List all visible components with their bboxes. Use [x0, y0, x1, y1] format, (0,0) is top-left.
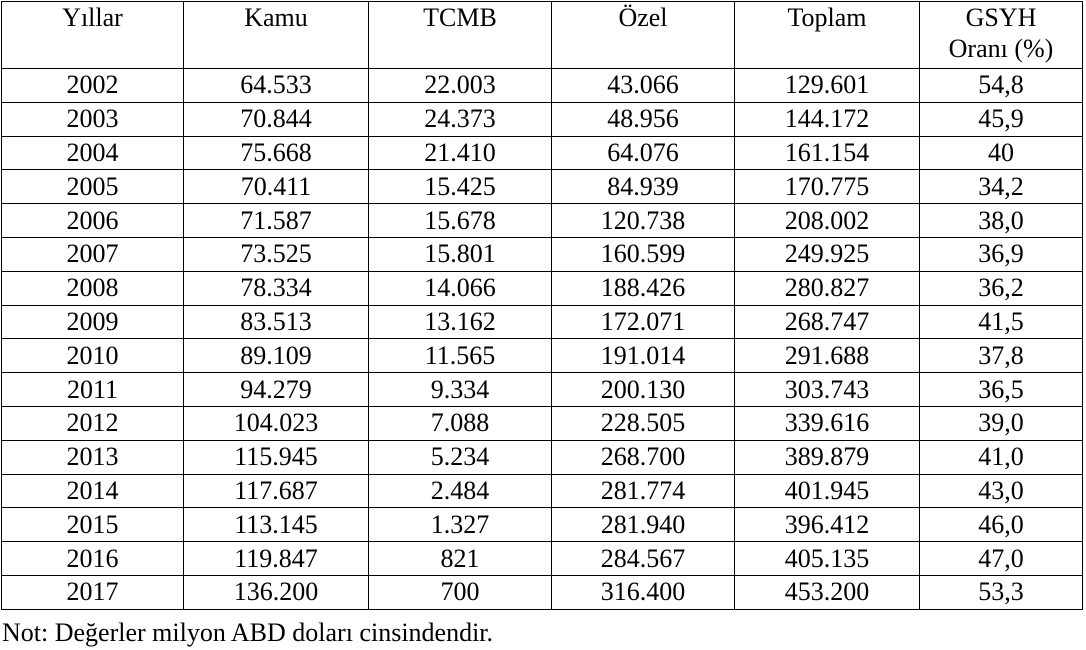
- table-row: [2, 237, 1083, 271]
- cell-tcmb: 2.484: [369, 474, 552, 508]
- cell-tcmb: 13.162: [369, 305, 552, 339]
- cell-toplam: 208.002: [735, 204, 920, 238]
- cell-toplam: 405.135: [735, 542, 920, 576]
- cell-ozel: 281.940: [552, 508, 735, 542]
- cell-toplam: 268.747: [735, 305, 920, 339]
- debt-table: [1, 1, 1083, 610]
- cell-years: 2002: [2, 69, 184, 103]
- header-gdp-ratio: GSYH Oranı (%): [920, 2, 1083, 69]
- header-row: [2, 2, 1083, 69]
- cell-years: 2017: [2, 575, 184, 609]
- cell-toplam: 144.172: [735, 102, 920, 136]
- cell-tcmb: 22.003: [369, 69, 552, 103]
- cell-kamu: 115.945: [184, 440, 369, 474]
- cell-tcmb: 1.327: [369, 508, 552, 542]
- cell-gdp-ratio: 36,2: [920, 271, 1083, 305]
- cell-tcmb: 7.088: [369, 406, 552, 440]
- cell-ozel: 172.071: [552, 305, 735, 339]
- cell-gdp-ratio: 36,5: [920, 373, 1083, 407]
- table-row: [2, 440, 1083, 474]
- cell-years: 2007: [2, 237, 184, 271]
- cell-tcmb: 21.410: [369, 136, 552, 170]
- cell-kamu: 119.847: [184, 542, 369, 576]
- cell-kamu: 70.411: [184, 170, 369, 204]
- table-row: [2, 373, 1083, 407]
- table-row: [2, 271, 1083, 305]
- cell-toplam: 453.200: [735, 575, 920, 609]
- cell-ozel: 188.426: [552, 271, 735, 305]
- cell-tcmb: 9.334: [369, 373, 552, 407]
- cell-years: 2014: [2, 474, 184, 508]
- table-row: [2, 102, 1083, 136]
- cell-years: 2016: [2, 542, 184, 576]
- cell-gdp-ratio: 41,5: [920, 305, 1083, 339]
- cell-tcmb: 5.234: [369, 440, 552, 474]
- cell-ozel: 84.939: [552, 170, 735, 204]
- cell-years: 2008: [2, 271, 184, 305]
- cell-kamu: 94.279: [184, 373, 369, 407]
- cell-tcmb: 15.678: [369, 204, 552, 238]
- cell-toplam: 303.743: [735, 373, 920, 407]
- cell-toplam: 170.775: [735, 170, 920, 204]
- cell-ozel: 200.130: [552, 373, 735, 407]
- header-ozel: Özel: [552, 2, 735, 69]
- cell-years: 2012: [2, 406, 184, 440]
- table-row: [2, 406, 1083, 440]
- cell-years: 2009: [2, 305, 184, 339]
- cell-kamu: 78.334: [184, 271, 369, 305]
- cell-kamu: 70.844: [184, 102, 369, 136]
- cell-tcmb: 24.373: [369, 102, 552, 136]
- cell-toplam: 389.879: [735, 440, 920, 474]
- cell-kamu: 117.687: [184, 474, 369, 508]
- table-row: [2, 339, 1083, 373]
- cell-gdp-ratio: 53,3: [920, 575, 1083, 609]
- cell-toplam: 249.925: [735, 237, 920, 271]
- cell-kamu: 104.023: [184, 406, 369, 440]
- cell-gdp-ratio: 34,2: [920, 170, 1083, 204]
- cell-ozel: 268.700: [552, 440, 735, 474]
- cell-ozel: 160.599: [552, 237, 735, 271]
- cell-ozel: 43.066: [552, 69, 735, 103]
- header-tcmb: TCMB: [369, 2, 552, 69]
- table-row: [2, 575, 1083, 609]
- table-row: [2, 69, 1083, 103]
- table-row: [2, 542, 1083, 576]
- cell-gdp-ratio: 37,8: [920, 339, 1083, 373]
- cell-tcmb: 700: [369, 575, 552, 609]
- cell-years: 2004: [2, 136, 184, 170]
- cell-ozel: 120.738: [552, 204, 735, 238]
- cell-toplam: 129.601: [735, 69, 920, 103]
- cell-tcmb: 15.801: [369, 237, 552, 271]
- cell-ozel: 284.567: [552, 542, 735, 576]
- cell-gdp-ratio: 47,0: [920, 542, 1083, 576]
- cell-years: 2011: [2, 373, 184, 407]
- cell-ozel: 64.076: [552, 136, 735, 170]
- cell-toplam: 401.945: [735, 474, 920, 508]
- cell-kamu: 71.587: [184, 204, 369, 238]
- cell-gdp-ratio: 54,8: [920, 69, 1083, 103]
- cell-kamu: 136.200: [184, 575, 369, 609]
- cell-tcmb: 821: [369, 542, 552, 576]
- cell-years: 2013: [2, 440, 184, 474]
- table-row: [2, 305, 1083, 339]
- header-toplam: Toplam: [735, 2, 920, 69]
- cell-gdp-ratio: 43,0: [920, 474, 1083, 508]
- table-row: [2, 204, 1083, 238]
- header-kamu: Kamu: [184, 2, 369, 69]
- cell-toplam: 280.827: [735, 271, 920, 305]
- cell-toplam: 339.616: [735, 406, 920, 440]
- cell-tcmb: 11.565: [369, 339, 552, 373]
- cell-gdp-ratio: 40: [920, 136, 1083, 170]
- cell-tcmb: 15.425: [369, 170, 552, 204]
- cell-years: 2005: [2, 170, 184, 204]
- cell-years: 2015: [2, 508, 184, 542]
- cell-kamu: 83.513: [184, 305, 369, 339]
- table-row: [2, 474, 1083, 508]
- cell-years: 2003: [2, 102, 184, 136]
- cell-gdp-ratio: 39,0: [920, 406, 1083, 440]
- cell-gdp-ratio: 41,0: [920, 440, 1083, 474]
- cell-ozel: 48.956: [552, 102, 735, 136]
- cell-ozel: 191.014: [552, 339, 735, 373]
- cell-gdp-ratio: 46,0: [920, 508, 1083, 542]
- table-row: [2, 136, 1083, 170]
- table-body: [2, 69, 1083, 610]
- cell-gdp-ratio: 36,9: [920, 237, 1083, 271]
- cell-toplam: 161.154: [735, 136, 920, 170]
- cell-ozel: 228.505: [552, 406, 735, 440]
- table-row: [2, 508, 1083, 542]
- header-years: Yıllar: [2, 2, 184, 69]
- table-note: Not: Değerler milyon ABD doları cinsindendir.: [2, 618, 494, 647]
- cell-gdp-ratio: 38,0: [920, 204, 1083, 238]
- cell-kamu: 113.145: [184, 508, 369, 542]
- cell-years: 2010: [2, 339, 184, 373]
- cell-tcmb: 14.066: [369, 271, 552, 305]
- cell-kamu: 73.525: [184, 237, 369, 271]
- cell-ozel: 316.400: [552, 575, 735, 609]
- cell-kamu: 89.109: [184, 339, 369, 373]
- cell-years: 2006: [2, 204, 184, 238]
- cell-kamu: 64.533: [184, 69, 369, 103]
- cell-gdp-ratio: 45,9: [920, 102, 1083, 136]
- cell-toplam: 291.688: [735, 339, 920, 373]
- cell-toplam: 396.412: [735, 508, 920, 542]
- cell-ozel: 281.774: [552, 474, 735, 508]
- table-row: [2, 170, 1083, 204]
- table-header: [2, 2, 1083, 69]
- cell-kamu: 75.668: [184, 136, 369, 170]
